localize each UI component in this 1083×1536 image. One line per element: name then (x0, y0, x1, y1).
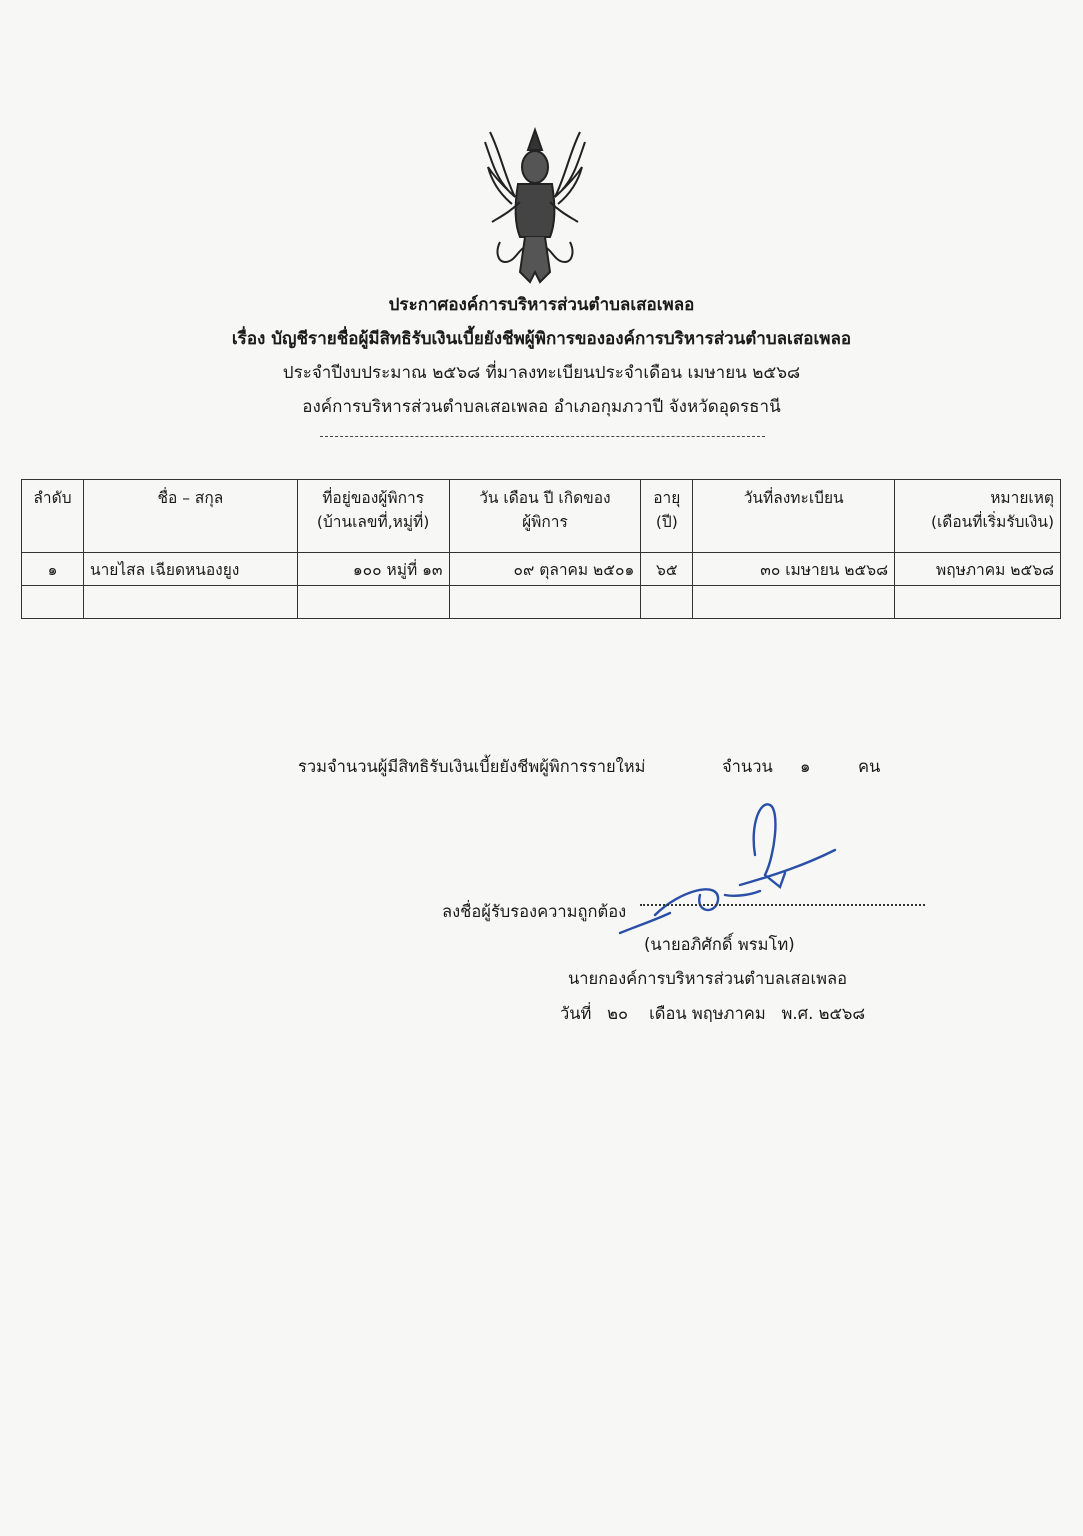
table-row-empty (22, 586, 1061, 619)
announcement-title: ประกาศองค์การบริหารส่วนตำบลเสอเพลอ (388, 295, 695, 315)
certify-label: ลงชื่อผู้รับรองความถูกต้อง (442, 902, 627, 921)
table-row (22, 553, 1061, 586)
summary-unit: คน (858, 757, 881, 776)
cell-no: ๑ (22, 553, 84, 586)
cell-address: ๑๐๐ หมู่ที่ ๑๓ (297, 553, 449, 586)
announcement-subject: เรื่อง บัญชีรายชื่อผู้มีสิทธิรับเงินเบี้ยยังชีพผู้พิการขององค์การบริหารส่วนตำบลเสอเพลอ (231, 329, 852, 349)
cell-name: นายไสล เฉียดหนองยูง (83, 553, 297, 586)
date-day: ๒๐ (607, 1004, 629, 1023)
date-year: ๒๕๖๘ (818, 1004, 866, 1023)
col-address: ที่อยู่ของผู้พิการ (บ้านเลขที่,หมู่ที่) (297, 480, 449, 553)
col-birthdate: วัน เดือน ปี เกิดของ ผู้พิการ (449, 480, 641, 553)
month-label: เดือน (649, 1004, 687, 1023)
handwritten-signature (600, 795, 850, 945)
signer-name: (นายอภิศักดิ์ พรมโท) (644, 935, 795, 954)
summary-count-label: จำนวน (722, 757, 773, 776)
col-remark: หมายเหตุ (เดือนที่เริ่มรับเงิน) (895, 480, 1061, 553)
cell-age: ๖๕ (641, 553, 693, 586)
summary-label: รวมจำนวนผู้มีสิทธิรับเงินเบี้ยยังชีพผู้พิการรายใหม่ (298, 757, 646, 776)
beneficiary-table (21, 479, 1061, 619)
summary-count: ๑ (800, 757, 811, 776)
cell-remark: พฤษภาคม ๒๕๖๘ (895, 553, 1061, 586)
signature-line (640, 904, 925, 906)
col-no: ลำดับ (22, 480, 84, 553)
cell-birthdate: ๐๙ ตุลาคม ๒๕๐๑ (449, 553, 641, 586)
organization-line: องค์การบริหารส่วนตำบลเสอเพลอ อำเภอกุมภวาปี จังหวัดอุดรธานี (302, 397, 781, 417)
era-label: พ.ศ. (781, 1004, 814, 1023)
date-label: วันที่ (560, 1004, 592, 1023)
table-header-row (22, 480, 1061, 553)
col-age: อายุ (ปี) (641, 480, 693, 553)
col-regdate: วันที่ลงทะเบียน (693, 480, 895, 553)
header-divider (320, 436, 765, 437)
date-line (560, 1001, 865, 1027)
garuda-emblem-icon (470, 122, 600, 287)
fiscal-year-line: ประจำปีงบประมาณ ๒๕๖๘ ที่มาลงทะเบียนประจำเดือน เมษายน ๒๕๖๘ (282, 363, 801, 383)
date-month: พฤษภาคม (691, 1004, 766, 1023)
col-name: ชื่อ – สกุล (83, 480, 297, 553)
signer-position: นายกองค์การบริหารส่วนตำบลเสอเพลอ (568, 969, 848, 988)
cell-regdate: ๓๐ เมษายน ๒๕๖๘ (693, 553, 895, 586)
